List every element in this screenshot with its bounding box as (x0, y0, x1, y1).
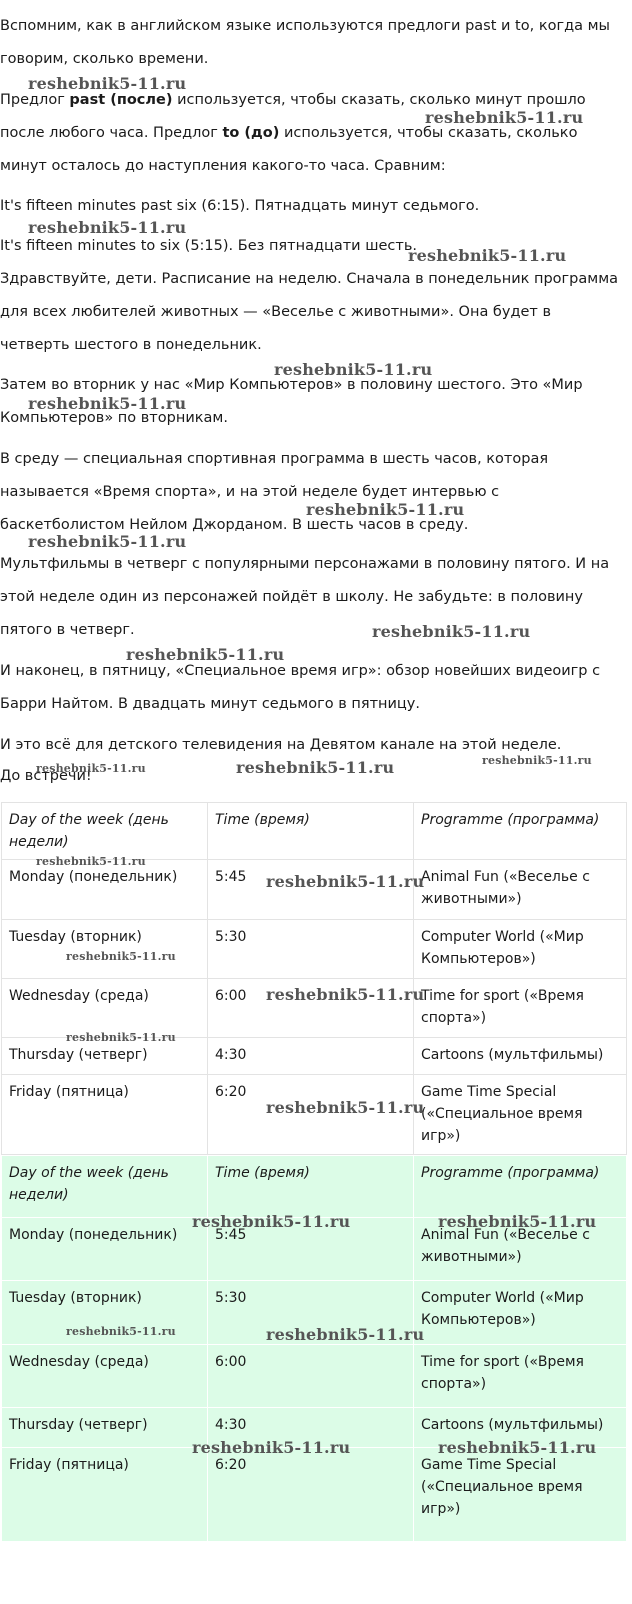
header-programme: Programme (программа) (414, 803, 627, 860)
translation-line-7: называется «Время спорта», и на этой неделе будет интервью с (0, 484, 500, 500)
cell-programme: Game Time Special («Специальное время игр») (414, 1448, 627, 1542)
table-row (2, 920, 627, 979)
cell-time: 4:30 (208, 1038, 414, 1075)
header-day: Day of the week (день недели) (2, 1156, 208, 1218)
example-past: It's fifteen minutes past six (6:15). Пятнадцать минут седьмого. (0, 198, 480, 214)
watermark: reshebnik5-11.ru (36, 762, 146, 775)
watermark: reshebnik5-11.ru (66, 950, 176, 963)
table-row (2, 1345, 627, 1408)
cell-time: 4:30 (208, 1408, 414, 1448)
watermark: reshebnik5-11.ru (266, 872, 425, 891)
watermark: reshebnik5-11.ru (266, 1098, 425, 1117)
cell-programme: Cartoons (мультфильмы) (414, 1408, 627, 1448)
watermark: reshebnik5-11.ru (28, 532, 187, 551)
cell-day: Friday (пятница) (2, 1448, 208, 1542)
intro-line-1: Вспомним, как в английском языке используются предлоги past и to, когда мы (0, 18, 610, 34)
translation-line-13: Барри Найтом. В двадцать минут седьмого в пятницу. (0, 696, 420, 712)
watermark: reshebnik5-11.ru (126, 645, 285, 664)
cell-programme: Time for sport («Время спорта») (414, 979, 627, 1038)
example-to: It's fifteen minutes to six (5:15). Без пятнадцати шесть. (0, 238, 417, 254)
translation-line-6: В среду — специальная спортивная программа в шесть часов, которая (0, 451, 549, 467)
cell-programme: Animal Fun («Веселье с животными») (414, 860, 627, 920)
text: после любого часа. Предлог (0, 125, 223, 141)
cell-time: 6:00 (208, 979, 414, 1038)
watermark: reshebnik5-11.ru (28, 74, 187, 93)
cell-programme: Animal Fun («Веселье с животными») (414, 1218, 627, 1281)
watermark: reshebnik5-11.ru (266, 985, 425, 1004)
watermark: reshebnik5-11.ru (192, 1438, 351, 1457)
cell-programme: Computer World («Мир Компьютеров») (414, 920, 627, 979)
translation-line-2: для всех любителей животных — «Веселье с животными». Она будет в (0, 304, 552, 320)
past-term: past (после) (69, 92, 173, 108)
header-programme: Programme (программа) (414, 1156, 627, 1218)
watermark: reshebnik5-11.ru (28, 218, 187, 237)
watermark: reshebnik5-11.ru (236, 758, 395, 777)
translation-line-11: пятого в четверг. (0, 622, 135, 638)
cell-day: Tuesday (вторник) (2, 920, 208, 979)
cell-time: 5:30 (208, 920, 414, 979)
cell-programme: Computer World («Мир Компьютеров») (414, 1281, 627, 1345)
watermark: reshebnik5-11.ru (274, 360, 433, 379)
to-term: to (до) (222, 125, 280, 141)
translation-line-3: четверть шестого в понедельник. (0, 337, 262, 353)
translation-line-10: этой неделе один из персонажей пойдёт в школу. Не забудьте: в половину (0, 589, 583, 605)
cell-time: 6:00 (208, 1345, 414, 1408)
watermark: reshebnik5-11.ru (28, 394, 187, 413)
watermark: reshebnik5-11.ru (438, 1438, 597, 1457)
header-time: Time (время) (208, 803, 414, 860)
cell-day: Thursday (четверг) (2, 1408, 208, 1448)
cell-day: Thursday (четверг) (2, 1038, 208, 1075)
watermark: reshebnik5-11.ru (408, 246, 567, 265)
translation-line-15: До встречи! (0, 768, 92, 784)
table-row (2, 1448, 627, 1542)
cell-day: Tuesday (вторник) (2, 1281, 208, 1345)
watermark: reshebnik5-11.ru (266, 1325, 425, 1344)
translation-line-14: И это всё для детского телевидения на Девятом канале на этой неделе. (0, 737, 562, 753)
watermark: reshebnik5-11.ru (66, 1325, 176, 1338)
translation-line-12: И наконец, в пятницу, «Специальное время игр»: обзор новейших видеоигр с (0, 663, 601, 679)
watermark: reshebnik5-11.ru (438, 1212, 597, 1231)
cell-programme: Time for sport («Время спорта») (414, 1345, 627, 1408)
watermark: reshebnik5-11.ru (36, 855, 146, 868)
cell-time: 6:20 (208, 1075, 414, 1155)
watermark: reshebnik5-11.ru (192, 1212, 351, 1231)
cell-day: Wednesday (среда) (2, 1345, 208, 1408)
translation-line-9: Мультфильмы в четверг с популярными персонажами в половину пятого. И на (0, 556, 610, 572)
translation-line-5: Компьютеров» по вторникам. (0, 410, 228, 426)
intro-compare-line: минут осталось до наступления какого-то часа. Сравним: (0, 158, 446, 174)
cell-time: 6:20 (208, 1448, 414, 1542)
watermark: reshebnik5-11.ru (372, 622, 531, 641)
cell-programme: Game Time Special («Специальное время игр») (414, 1075, 627, 1155)
table-header-row (2, 803, 627, 860)
cell-time: 5:45 (208, 860, 414, 920)
header-time: Time (время) (208, 1156, 414, 1218)
text: используется, чтобы сказать, сколько (279, 125, 578, 141)
cell-day: Wednesday (среда) (2, 979, 208, 1038)
header-day: Day of the week (день недели) (2, 803, 208, 860)
watermark: reshebnik5-11.ru (306, 500, 465, 519)
translation-line-1: Здравствуйте, дети. Расписание на неделю. Сначала в понедельник программа (0, 271, 619, 287)
watermark: reshebnik5-11.ru (425, 108, 584, 127)
intro-line-2: говорим, сколько времени. (0, 51, 209, 67)
cell-time: 5:30 (208, 1281, 414, 1345)
watermark: reshebnik5-11.ru (482, 754, 592, 767)
translation-line-4: Затем во вторник у нас «Мир Компьютеров» в половину шестого. Это «Мир (0, 377, 583, 393)
cell-day: Friday (пятница) (2, 1075, 208, 1155)
cell-programme: Cartoons (мультфильмы) (414, 1038, 627, 1075)
cell-day: Monday (понедельник) (2, 860, 208, 920)
cell-day: Monday (понедельник) (2, 1218, 208, 1281)
text: Предлог (0, 92, 70, 108)
translation-line-8: баскетболистом Нейлом Джорданом. В шесть часов в среду. (0, 517, 469, 533)
cell-time: 5:45 (208, 1218, 414, 1281)
text: используется, чтобы сказать, сколько минут прошло (172, 92, 586, 108)
table-header-row (2, 1156, 627, 1218)
watermark: reshebnik5-11.ru (66, 1031, 176, 1044)
